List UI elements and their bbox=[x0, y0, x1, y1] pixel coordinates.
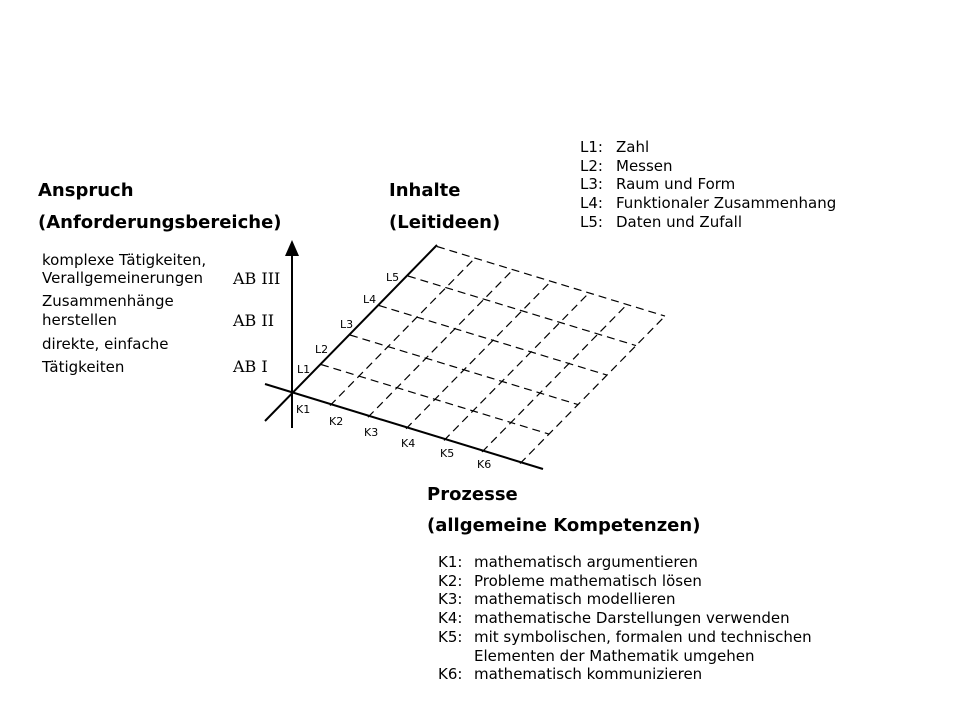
level-ab2-desc-line2: herstellen bbox=[42, 311, 117, 329]
inhalte-title: Inhalte bbox=[389, 180, 461, 201]
tick-label-l3: L3 bbox=[340, 318, 354, 331]
tick-label-k6: K6 bbox=[477, 458, 492, 471]
level-ab2-desc-line1: Zusammenhänge bbox=[42, 292, 174, 310]
level-ab3-desc-line1: komplexe Tätigkeiten, bbox=[42, 251, 207, 269]
tick-label-l2: L2 bbox=[315, 343, 329, 356]
grid-line-k3 bbox=[406, 281, 551, 429]
legend-code: L5: bbox=[580, 212, 603, 231]
legend-desc: mathematisch argumentieren bbox=[474, 553, 698, 571]
tick-label-k4: K4 bbox=[401, 437, 416, 450]
anspruch-axis-arrowhead bbox=[285, 240, 299, 256]
legend-code: K6: bbox=[438, 665, 463, 684]
legend-desc: Messen bbox=[616, 156, 673, 175]
legend-desc: Funktionaler Zusammenhang bbox=[616, 194, 837, 213]
tick-label-l5: L5 bbox=[386, 271, 400, 284]
grid-line-k4 bbox=[444, 293, 589, 441]
legend-code: K2: bbox=[438, 571, 463, 590]
level-ab3-code: AB III bbox=[233, 269, 281, 288]
legend-desc: Zahl bbox=[616, 138, 650, 156]
legend-code: L4: bbox=[580, 194, 603, 213]
inhalte-subtitle: (Leitideen) bbox=[389, 212, 501, 233]
tick-label-k3: K3 bbox=[364, 426, 379, 439]
legend-desc: Probleme mathematisch lösen bbox=[474, 571, 702, 590]
level-ab1-desc-line2: Tätigkeiten bbox=[42, 358, 125, 376]
legend-code: K4: bbox=[438, 609, 463, 628]
tick-label-k1: K1 bbox=[296, 403, 311, 416]
prozesse-title: Prozesse bbox=[427, 484, 518, 505]
tick-label-k2: K2 bbox=[329, 415, 344, 428]
legend-code: K1: bbox=[438, 553, 463, 571]
prozesse-subtitle: (allgemeine Kompetenzen) bbox=[427, 515, 701, 536]
level-ab1-desc-line1: direkte, einfache bbox=[42, 335, 169, 353]
grid-line-l4 bbox=[408, 276, 636, 346]
anspruch-title: Anspruch bbox=[38, 180, 134, 201]
legend-code: L3: bbox=[580, 175, 603, 194]
legend-code: L2: bbox=[580, 156, 603, 175]
prozesse-axis bbox=[265, 384, 543, 469]
anspruch-subtitle: (Anforderungsbereiche) bbox=[38, 212, 282, 233]
legend-desc: Elementen der Mathematik umgehen bbox=[474, 646, 755, 665]
level-ab3-desc-line2: Verallgemeinerungen bbox=[42, 269, 203, 287]
legend-code: K5: bbox=[438, 627, 463, 646]
inhalte-tick-labels bbox=[297, 271, 399, 376]
grid-line-k5 bbox=[482, 305, 627, 453]
tick-label-l1: L1 bbox=[297, 363, 311, 376]
legend-code: L1: bbox=[580, 138, 603, 156]
axes bbox=[265, 240, 543, 469]
level-ab2-code: AB II bbox=[233, 311, 275, 330]
legend-desc: mathematisch kommunizieren bbox=[474, 665, 703, 684]
tick-label-k5: K5 bbox=[440, 447, 455, 460]
level-ab1-code: AB I bbox=[233, 357, 268, 376]
legend-desc: mathematische Darstellungen verwenden bbox=[474, 609, 790, 628]
inhalte-axis bbox=[265, 245, 437, 421]
prozesse-tick-labels bbox=[296, 403, 491, 471]
grid-line-k2 bbox=[368, 270, 513, 418]
legend-desc: Daten und Zufall bbox=[616, 212, 743, 231]
legend-code: K3: bbox=[438, 590, 463, 609]
grid-line-k6 bbox=[520, 316, 665, 464]
legend-desc: mit symbolischen, formalen und technischen bbox=[474, 627, 812, 646]
tick-label-l4: L4 bbox=[363, 293, 377, 306]
legend-desc: mathematisch modellieren bbox=[474, 590, 676, 609]
legend-desc: Raum und Form bbox=[616, 175, 736, 194]
